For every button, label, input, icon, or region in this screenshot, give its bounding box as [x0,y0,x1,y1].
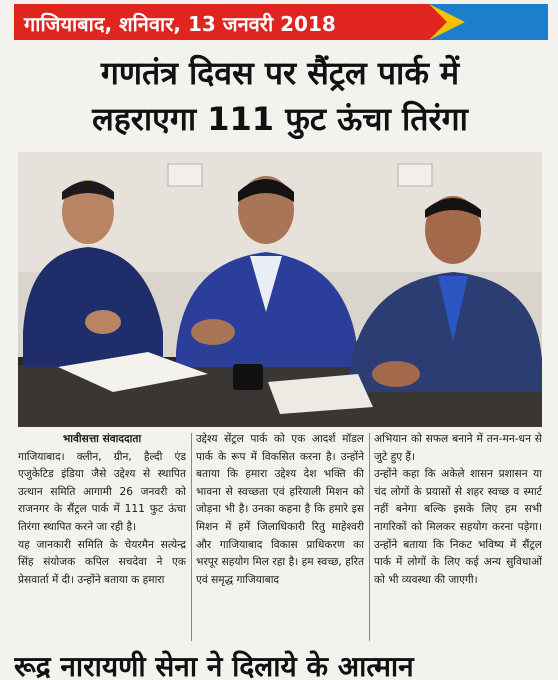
col1-paragraph-2: यह जानकारी समिति के चेयरमैन सत्येन्द्र सिंह संयोजक कपिल सचदेवा ने एक प्रेसवार्ता में दी। उन्होंने बताया क हमारा [18,538,186,586]
masthead-dateline: गाजियाबाद, शनिवार, 13 जनवरी 2018 [24,12,336,36]
col2-paragraph: उद्देश्य सेंट्रल पार्क को एक आदर्श मॉडल पार्क के रूप में विकसित करना है। उन्होंने बताया कि हमारा उद्देश्य देश भक्ति की भावना से स्वच्छता एवं हरियाली मिशन को जोड़ना भी है। उनका कहना है कि हमारे इस मिशन में हमें जिलाधिकारी रितु माहेश्वरी और गाजियाबाद विकास प्राधिकरण का भरपूर सहयोग मिल रहा है। हम स्वच्छ, हरित एवं समृद्ध गाजियाबाद [196,433,364,586]
next-article-headline: रूद्र नारायणी सेना ने दिलाये के आत्मान [14,650,414,680]
article-headline [14,50,546,142]
headline-line-1: गणतंत्र दिवस पर सैंट्रल पार्क में [100,54,460,92]
col3-paragraph-1: अभियान को सफल बनाने में तन-मन-धन से जुटे हुए हैं। [374,433,542,463]
article-column-1 [18,431,186,643]
column-divider [369,433,370,641]
article-byline: भावीसत्ता संवाददाता [62,433,142,445]
masthead-banner [14,4,548,40]
headline-line-2: लहराएगा 111 फुट ऊंचा तिरंगा [92,100,468,138]
flag-red-triangle [429,4,447,40]
col1-paragraph-1: गाजियाबाद। क्लीन, ग्रीन, हैल्दी एंड एजुकेटिड इंडिया जैसे उद्देश्य से स्थापित उत्थान समिति आगामी 26 जनवरी को राजनगर के सैंट्रल पार्क में 111 फुट ऊंचा तिरंगा स्थापित करने जा रही है। [18,450,186,533]
article-column-2 [196,431,364,643]
press-conference-photo [18,152,542,427]
masthead-red-bar [14,4,429,40]
masthead-flag-graphic [429,4,548,40]
photo-illustration [18,152,542,427]
article-column-3 [374,431,542,643]
article-body [18,431,542,643]
col3-paragraph-2: उन्होंने कहा कि अकेले शासन प्रशासन या चंद लोगों के प्रयासों से शहर स्वच्छ व स्मार्ट नहीं बनेगा बल्कि इसके लिए हम सभी नागरिकों को मिलकर सहयोग करना पड़ेगा। उन्होंने बताया कि निकट भविष्य में सैंट्रल पार्क में लोगों के लिए कई अन्य सुविधाओं को भी व्यवस्था की जाएगी। [374,468,542,586]
column-divider [191,433,192,641]
